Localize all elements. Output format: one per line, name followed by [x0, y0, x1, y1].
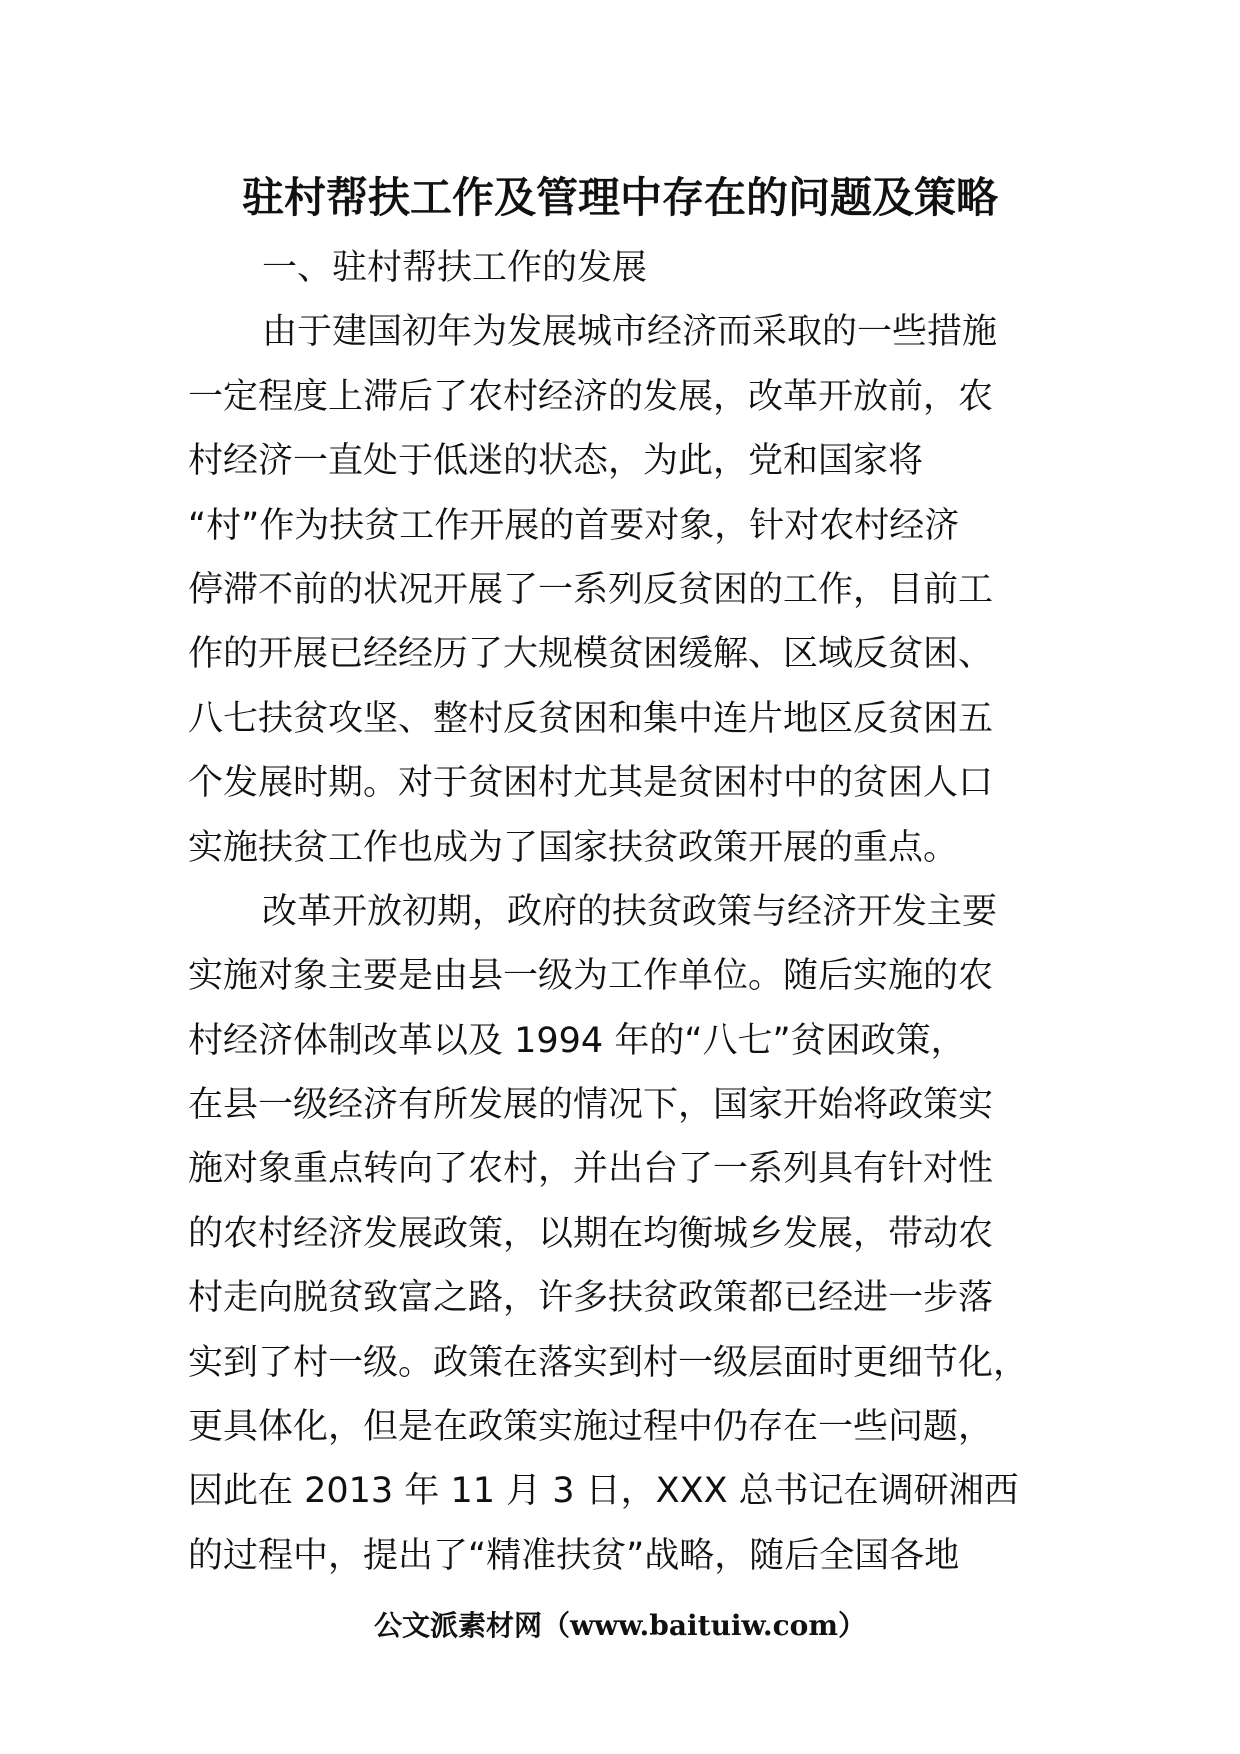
- text-line: 实施对象主要是由县一级为工作单位。随后实施的农: [188, 956, 994, 997]
- text-line: 作的开展已经经历了大规模贫困缓解、区域反贫困、: [188, 634, 994, 675]
- footer-watermark: 公文派素材网（www.baituiw.com）: [374, 1609, 866, 1642]
- text-line: 更具体化，但是在政策实施过程中仍存在一些问题，: [188, 1407, 994, 1448]
- text-line: 村走向脱贫致富之路，许多扶贫政策都已经进一步落: [188, 1278, 994, 1319]
- text-line: 村经济一直处于低迷的状态，为此，党和国家将: [188, 441, 924, 482]
- text-line: 因此在 2013 年 11 月 3 日，XXX 总书记在调研湘西: [188, 1471, 1019, 1512]
- text-line: “村”作为扶贫工作开展的首要对象，针对农村经济: [188, 505, 960, 546]
- text-line: 村经济体制改革以及 1994 年的“八七”贫困政策，: [188, 1020, 966, 1061]
- text-line: 实施扶贫工作也成为了国家扶贫政策开展的重点。: [188, 827, 959, 868]
- text-line: 实到了村一级。政策在落实到村一级层面时更细节化，: [188, 1342, 1029, 1383]
- text-line: 改革开放初期，政府的扶贫政策与经济开发主要: [262, 891, 998, 932]
- text-line: 施对象重点转向了农村，并出台了一系列具有针对性: [188, 1149, 994, 1190]
- text-line: 停滞不前的状况开展了一系列反贫困的工作，目前工: [188, 569, 994, 610]
- text-line: 的农村经济发展政策，以期在均衡城乡发展，带动农: [188, 1213, 994, 1254]
- document-body: [188, 236, 1068, 1588]
- text-line: 在县一级经济有所发展的情况下，国家开始将政策实: [188, 1085, 994, 1126]
- text-line: 个发展时期。对于贫困村尤其是贫困村中的贫困人口: [188, 763, 994, 804]
- text-line: 八七扶贫攻坚、整村反贫困和集中连片地区反贫困五: [188, 698, 994, 739]
- document-title: 驻村帮扶工作及管理中存在的问题及策略: [241, 173, 998, 222]
- text-line: 一定程度上滞后了农村经济的发展，改革开放前，农: [188, 376, 994, 417]
- text-line: 由于建国初年为发展城市经济而采取的一些措施: [262, 312, 998, 353]
- text-line: 的过程中，提出了“精准扶贫”战略，随后全国各地: [188, 1535, 960, 1576]
- text-line: 一、驻村帮扶工作的发展: [262, 248, 648, 288]
